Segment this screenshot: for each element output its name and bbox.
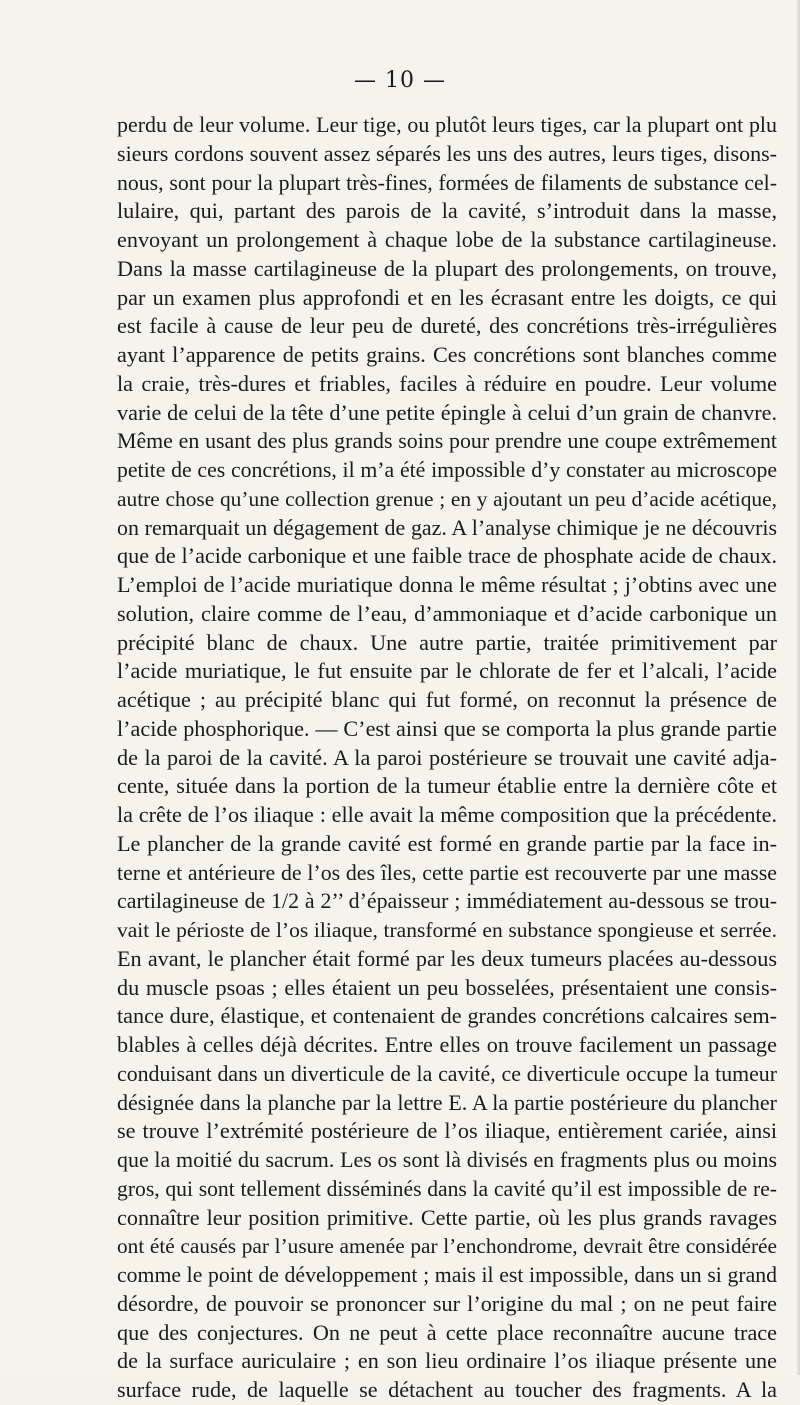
text-line: terne et antérieure de l’os des îles, cette partie est recouverte par une masse	[117, 860, 777, 885]
text-line: blables à celles déjà décrites. Entre elles on trouve facilement un passage	[117, 1032, 777, 1057]
text-line: surface rude, de laquelle se détachent au toucher des fragments. A la	[117, 1377, 777, 1402]
text-line: cente, située dans la portion de la tumeur établie entre la dernière côte et	[117, 773, 777, 799]
text-line: est facile à cause de leur peu de dureté, des concrétions très-irrégulières	[117, 313, 777, 339]
text-line: gros, qui sont tellement disséminés dans la cavité qu’il est impossible de re-	[117, 1176, 777, 1201]
text-line: précipité blanc de chaux. Une autre partie, traitée primitivement par	[117, 629, 777, 655]
text-line: l’acide muriatique, le fut ensuite par le chlorate de fer et l’alcali, l’acide	[117, 658, 777, 684]
body-text	[117, 111, 777, 1405]
text-line: du muscle psoas ; elles étaient un peu bosselées, présentaient une consis-	[117, 974, 777, 1000]
text-line: ayant l’apparence de petits grains. Ces concrétions sont blanches comme	[117, 342, 777, 367]
text-line: se trouve l’extrémité postérieure de l’os iliaque, entièrement cariée, ainsi	[117, 1118, 777, 1144]
text-line: ont été causés par l’usure amenée par l’enchondrome, devrait être considérée	[117, 1234, 777, 1259]
text-line: par un examen plus approfondi et en les écrasant entre les doigts, ce qui	[117, 284, 777, 310]
text-line: cartilagineuse de 1/2 à 2’’ d’épaisseur ; immédiatement au-dessous se trou-	[117, 888, 777, 914]
text-line: que la moitié du sacrum. Les os sont là divisés en fragments plus ou moins	[117, 1147, 777, 1172]
text-line: autre chose qu’une collection grenue ; en y ajoutant un peu d’acide acétique,	[117, 486, 777, 511]
text-line: sieurs cordons souvent assez séparés les uns des autres, leurs tiges, disons-	[117, 140, 777, 166]
text-line: En avant, le plancher était formé par les deux tumeurs placées au-dessous	[117, 945, 777, 971]
text-line: Dans la masse cartilagineuse de la plupart des prolongements, on trouve,	[117, 255, 777, 281]
text-line: perdu de leur volume. Leur tige, ou plutôt leurs tiges, car la plupart ont plu	[117, 112, 777, 137]
text-line: conduisant dans un diverticule de la cavité, ce diverticule occupe la tumeur	[117, 1061, 777, 1086]
text-line: de la surface auriculaire ; en son lieu ordinaire l’os iliaque présente une	[117, 1348, 777, 1374]
text-line: Le plancher de la grande cavité est formé en grande partie par la face in-	[117, 830, 777, 856]
text-line: la crête de l’os iliaque : elle avait la même composition que la précédente.	[117, 802, 777, 827]
text-line: connaître leur position primitive. Cette partie, où les plus grands ravages	[117, 1204, 777, 1230]
text-line: nous, sont pour la plupart très-fines, formées de filaments de substance cel-	[117, 170, 777, 195]
text-line: L’emploi de l’acide muriatique donna le même résultat ; j’obtins avec une	[117, 572, 777, 597]
text-line: vait le périoste de l’os iliaque, transformé en substance spongieuse et serrée.	[117, 918, 777, 942]
text-line: on remarquait un dégagement de gaz. A l’analyse chimique je ne découvris	[117, 514, 777, 540]
text-line: de la paroi de la cavité. A la paroi postérieure se trouvait une cavité adja-	[117, 744, 777, 770]
text-line: lulaire, qui, partant des parois de la cavité, s’introduit dans la masse,	[117, 198, 777, 224]
text-line: l’acide phosphorique. — C’est ainsi que se comporta la plus grande partie	[117, 715, 777, 741]
text-line: que des conjectures. On ne peut à cette place reconnaître aucune trace	[117, 1319, 777, 1345]
text-line: petite de ces concrétions, il m’a été impossible d’y constater au microscope	[117, 458, 777, 482]
text-line: la craie, très-dures et friables, faciles à réduire en poudre. Leur volume	[117, 370, 777, 396]
text-line: envoyant un prolongement à chaque lobe de la substance cartilagineuse.	[117, 227, 777, 252]
text-line: tance dure, élastique, et contenaient de grandes concrétions calcaires sem-	[117, 1003, 777, 1029]
text-line: solution, claire comme de l’eau, d’ammoniaque et d’acide carbonique un	[117, 600, 777, 626]
text-line: varie de celui de la tête d’une petite épingle à celui d’un grain de chanvre.	[117, 399, 777, 425]
text-line: que de l’acide carbonique et une faible trace de phosphate acide de chaux.	[117, 543, 777, 569]
text-line: désignée dans la planche par la lettre E. A la partie postérieure du plancher	[117, 1089, 777, 1115]
page-number: — 10 —	[354, 68, 446, 93]
text-line: comme le point de développement ; mais il est impossible, dans un si grand	[117, 1263, 777, 1287]
text-line: désordre, de pouvoir se prononcer sur l’origine du mal ; on ne peut faire	[117, 1290, 777, 1316]
text-line: Même en usant des plus grands soins pour prendre une coupe extrêmement	[117, 428, 777, 454]
text-line: acétique ; au précipité blanc qui fut formé, on reconnut la présence de	[117, 687, 777, 712]
